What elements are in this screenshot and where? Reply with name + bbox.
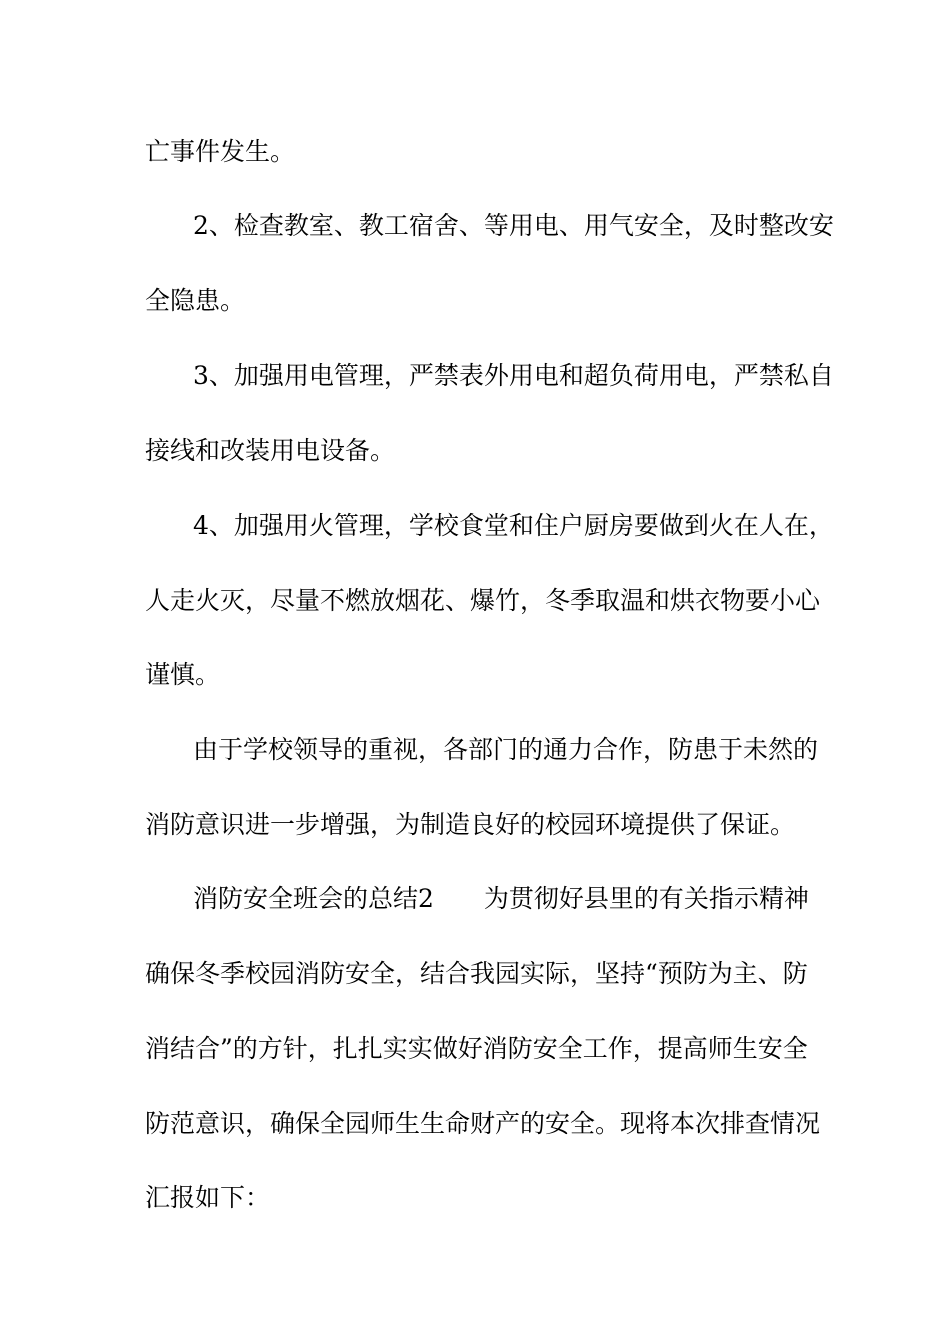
section-heading-line <box>193 884 809 914</box>
paragraph-line: 消结合”的方针，扎扎实实做好消防安全工作，提高师生安全 <box>145 1034 808 1063</box>
paragraph-line: 防范意识，确保全园师生生命财产的安全。现将本次排查情况 <box>145 1109 821 1138</box>
paragraph-line: 全隐患。 <box>145 286 246 315</box>
paragraph-line: 4、加强用火管理，学校食堂和住户厨房要做到火在人在， <box>193 511 834 540</box>
paragraph-line: 亡事件发生。 <box>145 137 296 166</box>
paragraph-line: 谨慎。 <box>145 660 221 689</box>
paragraph-line: 由于学校领导的重视，各部门的通力合作，防患于未然的 <box>193 735 819 764</box>
paragraph-line: 人走火灭，尽量不燃放烟花、爆竹，冬季取温和烘衣物要小心 <box>145 586 821 615</box>
paragraph-line: 消防意识进一步增强，为制造良好的校园环境提供了保证。 <box>145 810 796 839</box>
paragraph-line: 接线和改装用电设备。 <box>145 436 396 465</box>
paragraph-line: 汇报如下： <box>145 1183 271 1212</box>
paragraph-line: 确保冬季校园消防安全，结合我园实际，坚持“预防为主、防 <box>145 959 808 988</box>
paragraph-line: 2、检查教室、教工宿舍、等用电、用气安全，及时整改安 <box>193 211 834 240</box>
section-heading: 消防安全班会的总结2 <box>193 884 434 913</box>
section-lead-text: 为贯彻好县里的有关指示精神 <box>483 884 809 913</box>
paragraph-line: 3、加强用电管理，严禁表外用电和超负荷用电，严禁私自 <box>193 361 834 390</box>
